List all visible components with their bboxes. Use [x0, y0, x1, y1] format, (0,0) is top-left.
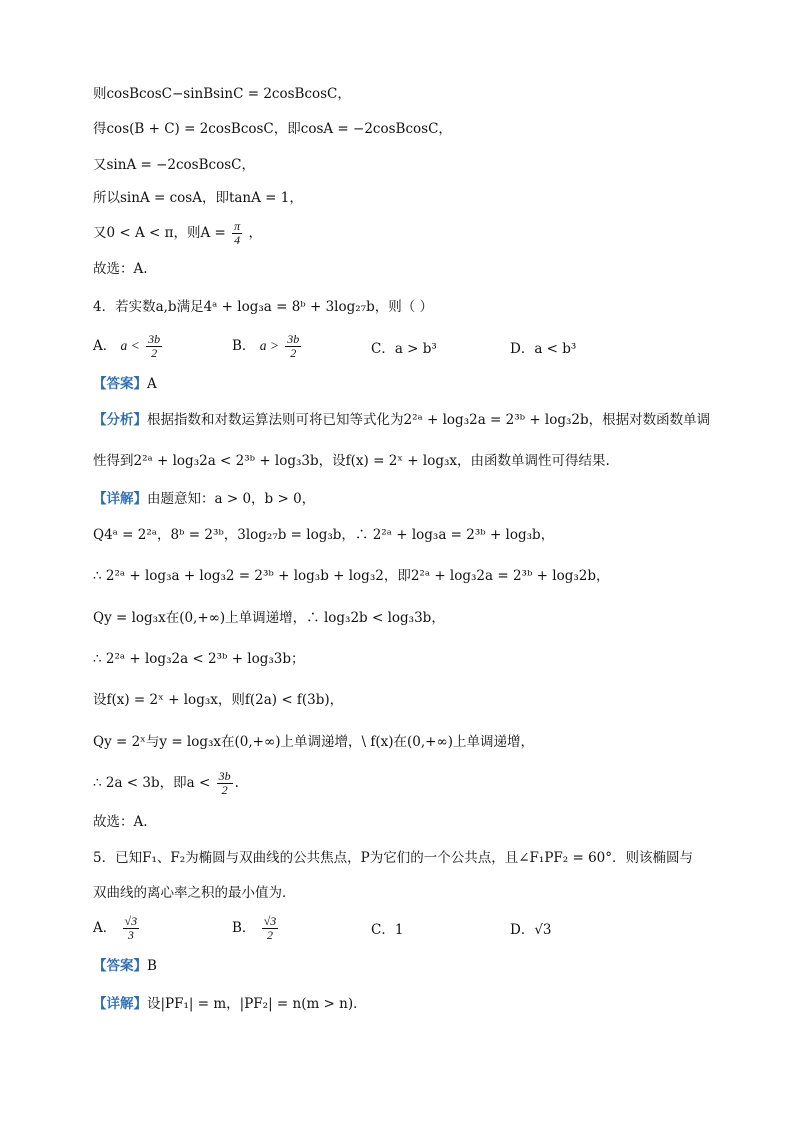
option-label: A． [93, 338, 117, 354]
option-label: B． [232, 920, 256, 936]
answer-line [93, 374, 157, 394]
denominator: 4 [234, 233, 241, 247]
denominator: 2 [151, 346, 158, 360]
solution-line: 所以sinA = cosA，即tanA = 1， [93, 190, 303, 206]
numerator: √3 [263, 914, 277, 928]
detail-tag: 【详解】 [93, 491, 147, 507]
denominator: 2 [221, 783, 228, 797]
question-4: 4．若实数a,b满足4ᵃ + log₃a = 8ᵇ + 3log₂₇b，则（ ） [93, 299, 434, 315]
solution-line: 又sinA = −2cosBcosC， [93, 157, 255, 173]
q5-option-c: C．1 [371, 922, 404, 938]
text-segment: a < [120, 338, 140, 353]
text-segment: 设|PF₁| = m，|PF₂| = n(m > n)． [147, 996, 367, 1012]
text-segment: 根据指数和对数运算法则可将已知等式化为2²ᵃ + log₃2a = 2³ᵇ + log₃2b，根据对数函数单调 [147, 412, 711, 428]
option-label: B． [232, 338, 256, 354]
detail-line [93, 770, 239, 797]
denominator: 2 [290, 346, 297, 360]
text-segment: ， [248, 225, 262, 241]
detail-tag: 【详解】 [93, 996, 147, 1012]
q4-option-d: D．a < b³ [510, 341, 577, 357]
denominator: 2 [267, 928, 274, 942]
fraction [146, 333, 162, 360]
answer-value: B [147, 958, 157, 974]
detail-line: Qy = 2ˣ与y = log₃x在(0,+∞)上单调递增，\ f(x)在(0,+∞)上单调递增， [93, 734, 534, 750]
solution-line: 得cos(B + C) = 2cosBcosC，即cosA = −2cosBcosC， [93, 121, 452, 137]
detail-line: Q4ᵃ = 2²ᵃ，8ᵇ = 2³ᵇ，3log₂₇b = log₃b，∴ 2²ᵃ + log₃a = 2³ᵇ + log₃b， [93, 527, 555, 543]
answer-value: A [147, 376, 157, 392]
q4-option-c: C．a > b³ [371, 341, 437, 357]
analysis-line [93, 410, 710, 430]
q5-option-b [232, 915, 280, 942]
q4-option-b [232, 333, 303, 360]
analysis-line: 性得到2²ᵃ + log₃2a < 2³ᵇ + log₃3b，设f(x) = 2ˣ + log₃x，由函数单调性可得结果. [93, 453, 610, 469]
q5-option-d: D．√3 [510, 922, 552, 938]
answer-tag: 【答案】 [93, 958, 147, 974]
solution-line [93, 220, 262, 247]
detail-line [93, 489, 315, 509]
fraction [232, 220, 242, 247]
text-segment: 由题意知：a > 0，b > 0， [147, 491, 316, 507]
numerator: 3b [218, 769, 231, 783]
q5-option-a [93, 915, 141, 942]
fraction [123, 915, 140, 942]
fraction [217, 770, 233, 797]
text-segment: . [234, 775, 239, 791]
answer-line [93, 956, 157, 976]
detail-line: ∴ 2²ᵃ + log₃a + log₃2 = 2³ᵇ + log₃b + log₃2，即2²ᵃ + log₃2a = 2³ᵇ + log₃2b， [93, 568, 610, 584]
question-5: 双曲线的离心率之积的最小值为． [93, 885, 296, 901]
solution-line: 故选：A. [93, 261, 148, 277]
answer-tag: 【答案】 [93, 376, 147, 392]
numerator: √3 [124, 914, 138, 928]
solution-line: 则cosBcosC−sinBsinC = 2cosBcosC， [93, 86, 351, 102]
detail-line: Qy = log₃x在(0,+∞)上单调递增，∴ log₃2b < log₃3b， [93, 610, 445, 626]
analysis-tag: 【分析】 [93, 412, 147, 428]
denominator: 3 [127, 928, 134, 942]
question-5: 5．已知F₁、F₂为椭圆与双曲线的公共焦点，P为它们的一个公共点，且∠F₁PF₂ = 60°．则该椭圆与 [93, 850, 694, 866]
numerator: 3b [148, 332, 161, 346]
option-label: A． [93, 920, 117, 936]
numerator: π [234, 219, 241, 233]
fraction [262, 915, 279, 942]
text-segment: ∴ 2a < 3b，即a < [93, 775, 211, 791]
numerator: 3b [287, 332, 300, 346]
fraction [285, 333, 301, 360]
detail-line [93, 994, 367, 1014]
detail-line: 故选：A. [93, 814, 148, 830]
q4-option-a [93, 333, 164, 360]
detail-line: ∴ 2²ᵃ + log₃2a < 2³ᵇ + log₃3b； [93, 651, 305, 667]
text-segment: a > [259, 338, 279, 353]
text-segment: 又0 < A < π，则A = [93, 225, 226, 241]
detail-line: 设f(x) = 2ˣ + log₃x，则f(2a) < f(3b)， [93, 692, 344, 708]
